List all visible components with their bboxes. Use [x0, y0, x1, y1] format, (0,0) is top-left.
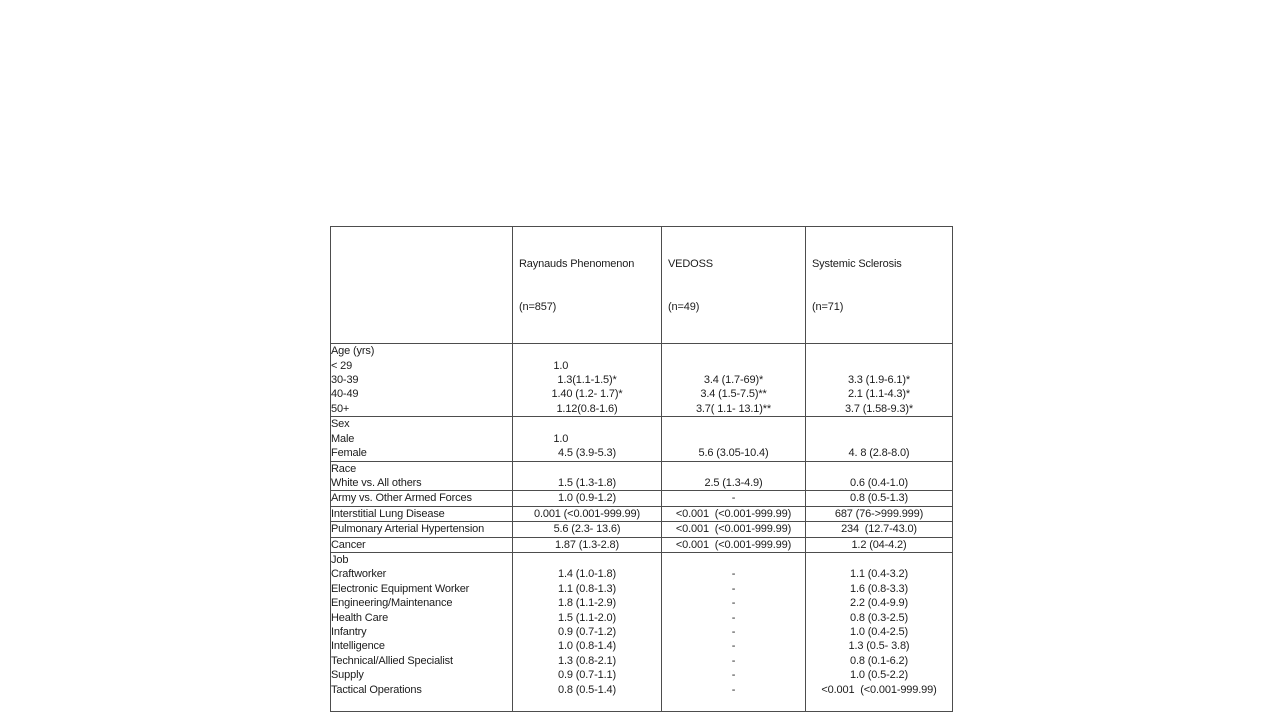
table-row — [331, 522, 953, 537]
header-n: (n=49) — [668, 301, 700, 314]
cell-raynauds: 1.0 — [513, 359, 662, 373]
cell-raynauds: 1.40 (1.2- 1.7)* — [513, 387, 662, 401]
cell-raynauds: 0.9 (0.7-1.1) — [513, 668, 662, 682]
cell-raynauds: 1.12(0.8-1.6) — [513, 402, 662, 417]
odds-ratio-table — [330, 226, 953, 712]
table-row — [331, 537, 953, 552]
cell-vedoss: - — [662, 654, 806, 668]
cell-vedoss: 3.7( 1.1- 13.1)** — [662, 402, 806, 417]
cell-raynauds — [513, 417, 662, 432]
cell-vedoss — [662, 552, 806, 567]
row-label: Sex — [331, 417, 513, 432]
cell-vedoss: <0.001 (<0.001-999.99) — [662, 537, 806, 552]
cell-raynauds: 1.4 (1.0-1.8) — [513, 567, 662, 581]
cell-vedoss: - — [662, 683, 806, 697]
cell-vedoss: 3.4 (1.7-69)* — [662, 373, 806, 387]
cell-systemic-sclerosis: 2.2 (0.4-9.9) — [806, 596, 953, 610]
header-title: Raynauds Phenomenon — [519, 257, 635, 270]
row-label: Pulmonary Arterial Hypertension — [331, 522, 513, 537]
cell-systemic-sclerosis: 0.8 (0.3-2.5) — [806, 611, 953, 625]
cell-systemic-sclerosis: <0.001 (<0.001-999.99) — [806, 683, 953, 697]
document-page — [330, 226, 953, 712]
cell-vedoss — [662, 697, 806, 712]
header-empty-cell — [331, 227, 513, 344]
row-label: 40-49 — [331, 387, 513, 401]
cell-vedoss — [662, 344, 806, 359]
cell-systemic-sclerosis: 0.8 (0.5-1.3) — [806, 491, 953, 506]
cell-vedoss: <0.001 (<0.001-999.99) — [662, 522, 806, 537]
table-row — [331, 654, 953, 668]
table-row — [331, 387, 953, 401]
row-label: White vs. All others — [331, 476, 513, 491]
header-title: Systemic Sclerosis — [812, 257, 902, 270]
table-row — [331, 402, 953, 417]
table-row — [331, 476, 953, 491]
cell-raynauds: 0.9 (0.7-1.2) — [513, 625, 662, 639]
row-label — [331, 697, 513, 712]
cell-raynauds: 1.5 (1.3-1.8) — [513, 476, 662, 491]
row-label: Age (yrs) — [331, 344, 513, 359]
cell-raynauds: 4.5 (3.9-5.3) — [513, 446, 662, 461]
row-label: Infantry — [331, 625, 513, 639]
table-row — [331, 417, 953, 432]
header-n: (n=71) — [812, 301, 844, 314]
header-n: (n=857) — [519, 301, 557, 314]
table-row — [331, 668, 953, 682]
header-systemic-sclerosis — [806, 227, 953, 344]
table-row — [331, 596, 953, 610]
cell-systemic-sclerosis: 1.2 (04-4.2) — [806, 537, 953, 552]
cell-vedoss: - — [662, 596, 806, 610]
cell-raynauds: 1.0 (0.9-1.2) — [513, 491, 662, 506]
cell-vedoss: - — [662, 491, 806, 506]
row-label: Interstitial Lung Disease — [331, 506, 513, 521]
table-row — [331, 683, 953, 697]
table-row — [331, 359, 953, 373]
row-label: Electronic Equipment Worker — [331, 582, 513, 596]
row-label: Craftworker — [331, 567, 513, 581]
cell-raynauds: 0.8 (0.5-1.4) — [513, 683, 662, 697]
cell-vedoss: 5.6 (3.05-10.4) — [662, 446, 806, 461]
cell-systemic-sclerosis — [806, 461, 953, 476]
cell-systemic-sclerosis: 1.0 (0.5-2.2) — [806, 668, 953, 682]
table-row — [331, 567, 953, 581]
header-raynauds — [513, 227, 662, 344]
cell-systemic-sclerosis: 3.7 (1.58-9.3)* — [806, 402, 953, 417]
cell-raynauds: 1.87 (1.3-2.8) — [513, 537, 662, 552]
row-label: Cancer — [331, 537, 513, 552]
row-label: 50+ — [331, 402, 513, 417]
table-row — [331, 552, 953, 567]
row-label: Intelligence — [331, 639, 513, 653]
table-row — [331, 625, 953, 639]
cell-systemic-sclerosis — [806, 359, 953, 373]
cell-systemic-sclerosis: 1.6 (0.8-3.3) — [806, 582, 953, 596]
cell-systemic-sclerosis: 3.3 (1.9-6.1)* — [806, 373, 953, 387]
cell-vedoss — [662, 432, 806, 446]
table-row — [331, 506, 953, 521]
table-row — [331, 697, 953, 712]
cell-raynauds: 1.0 — [513, 432, 662, 446]
cell-raynauds — [513, 344, 662, 359]
table-row — [331, 461, 953, 476]
cell-vedoss: <0.001 (<0.001-999.99) — [662, 506, 806, 521]
cell-raynauds: 1.1 (0.8-1.3) — [513, 582, 662, 596]
cell-raynauds — [513, 697, 662, 712]
cell-raynauds: 1.3(1.1-1.5)* — [513, 373, 662, 387]
table-row — [331, 446, 953, 461]
row-label: Supply — [331, 668, 513, 682]
table-row — [331, 611, 953, 625]
cell-systemic-sclerosis: 687 (76->999.999) — [806, 506, 953, 521]
cell-systemic-sclerosis: 4. 8 (2.8-8.0) — [806, 446, 953, 461]
cell-systemic-sclerosis — [806, 697, 953, 712]
table-row — [331, 344, 953, 359]
table-header — [331, 227, 953, 344]
cell-vedoss — [662, 461, 806, 476]
row-label: Army vs. Other Armed Forces — [331, 491, 513, 506]
table-row — [331, 582, 953, 596]
cell-systemic-sclerosis: 2.1 (1.1-4.3)* — [806, 387, 953, 401]
row-label: < 29 — [331, 359, 513, 373]
cell-vedoss: 3.4 (1.5-7.5)** — [662, 387, 806, 401]
cell-systemic-sclerosis: 0.6 (0.4-1.0) — [806, 476, 953, 491]
row-label: Tactical Operations — [331, 683, 513, 697]
row-label: Health Care — [331, 611, 513, 625]
cell-vedoss: - — [662, 625, 806, 639]
table-row — [331, 639, 953, 653]
cell-raynauds: 1.0 (0.8-1.4) — [513, 639, 662, 653]
cell-raynauds: 1.5 (1.1-2.0) — [513, 611, 662, 625]
cell-raynauds: 0.001 (<0.001-999.99) — [513, 506, 662, 521]
row-label: Engineering/Maintenance — [331, 596, 513, 610]
row-label: 30-39 — [331, 373, 513, 387]
cell-raynauds: 1.3 (0.8-2.1) — [513, 654, 662, 668]
cell-vedoss: - — [662, 567, 806, 581]
cell-systemic-sclerosis — [806, 417, 953, 432]
header-vedoss — [662, 227, 806, 344]
cell-systemic-sclerosis: 1.3 (0.5- 3.8) — [806, 639, 953, 653]
row-label: Technical/Allied Specialist — [331, 654, 513, 668]
cell-vedoss: - — [662, 611, 806, 625]
row-label: Female — [331, 446, 513, 461]
header-row — [331, 227, 953, 344]
cell-systemic-sclerosis: 234 (12.7-43.0) — [806, 522, 953, 537]
cell-vedoss — [662, 359, 806, 373]
cell-systemic-sclerosis: 0.8 (0.1-6.2) — [806, 654, 953, 668]
cell-vedoss: 2.5 (1.3-4.9) — [662, 476, 806, 491]
cell-raynauds: 1.8 (1.1-2.9) — [513, 596, 662, 610]
cell-raynauds: 5.6 (2.3- 13.6) — [513, 522, 662, 537]
cell-systemic-sclerosis: 1.0 (0.4-2.5) — [806, 625, 953, 639]
table-row — [331, 491, 953, 506]
cell-systemic-sclerosis — [806, 344, 953, 359]
row-label: Male — [331, 432, 513, 446]
cell-raynauds — [513, 552, 662, 567]
table-row — [331, 432, 953, 446]
cell-systemic-sclerosis — [806, 552, 953, 567]
cell-systemic-sclerosis — [806, 432, 953, 446]
row-label: Race — [331, 461, 513, 476]
row-label: Job — [331, 552, 513, 567]
header-title: VEDOSS — [668, 257, 713, 270]
cell-vedoss: - — [662, 639, 806, 653]
cell-vedoss: - — [662, 582, 806, 596]
cell-raynauds — [513, 461, 662, 476]
cell-vedoss — [662, 417, 806, 432]
table-body — [331, 344, 953, 712]
cell-systemic-sclerosis: 1.1 (0.4-3.2) — [806, 567, 953, 581]
table-row — [331, 373, 953, 387]
cell-vedoss: - — [662, 668, 806, 682]
